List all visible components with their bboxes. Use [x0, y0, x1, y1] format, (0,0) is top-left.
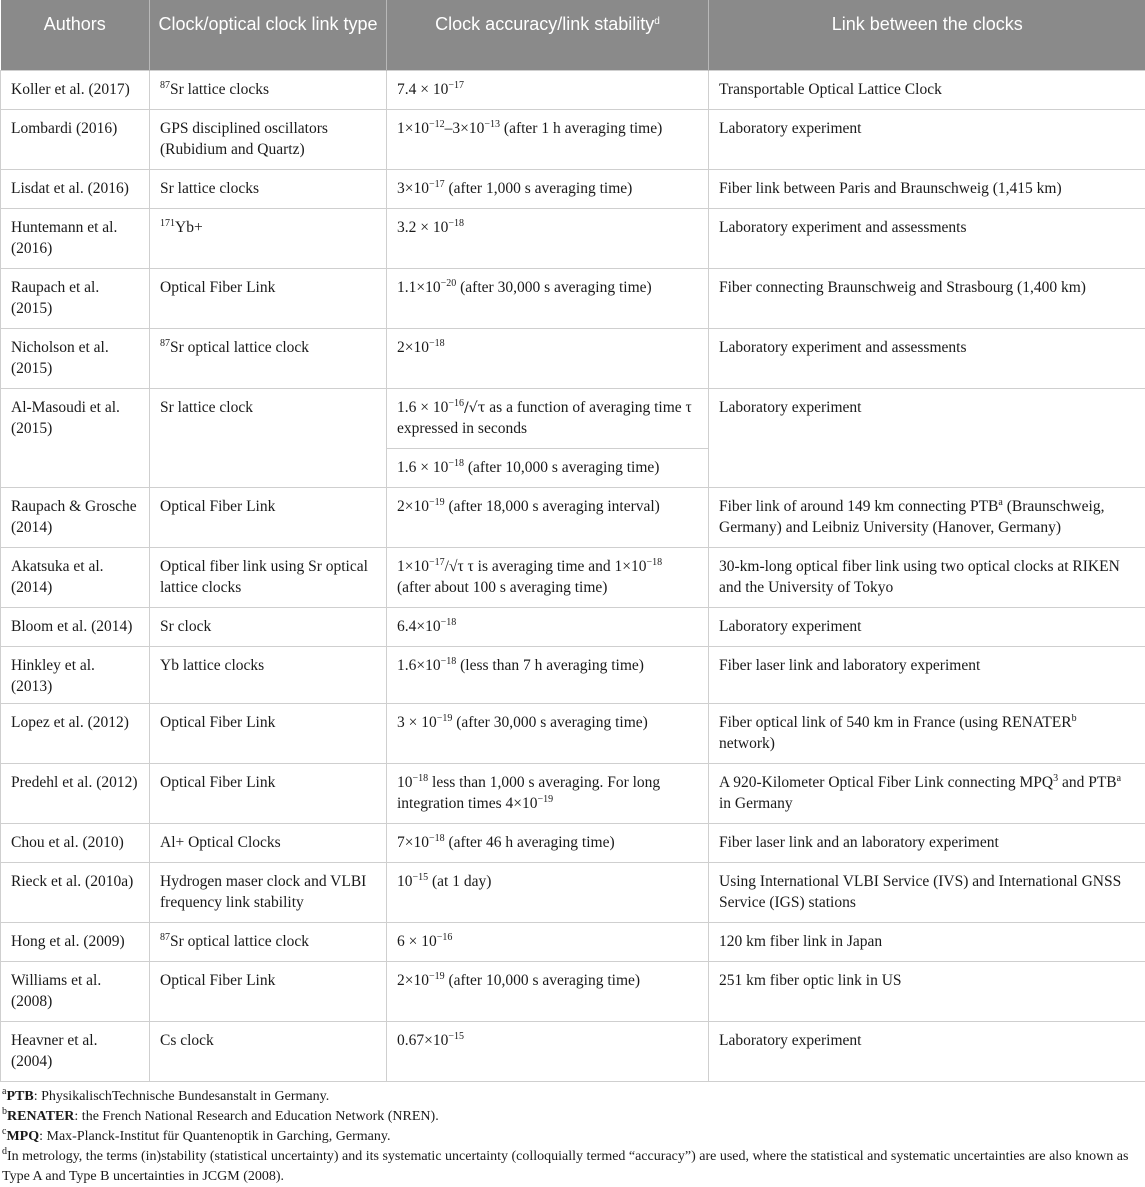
cell-authors: Lopez et al. (2012) — [1, 704, 150, 764]
cell-accuracy: $3 \times 10^{-19}$ (after 30,000 s averaging time) — [387, 704, 709, 764]
cell-clock-type: Yb lattice clocks — [150, 647, 387, 704]
table-row — [1, 209, 1145, 269]
cell-accuracy: $2\times 10^{-19}$ (after 10,000 s averaging time) — [387, 962, 709, 1022]
cell-accuracy: $2\times 10^{-19}$ (after 18,000 s averaging interval) — [387, 488, 709, 548]
cell-clock-type: $^{171}$Yb+ — [150, 209, 387, 269]
cell-authors: Bloom et al. (2014) — [1, 608, 150, 647]
table-header-row — [1, 0, 1145, 71]
cell-link: Laboratory experiment and assessments — [709, 209, 1145, 269]
cell-link: A 920-Kilometer Optical Fiber Link connecting MPQ$^3$ and PTB$^a$ in Germany — [709, 764, 1145, 824]
cell-clock-type: Cs clock — [150, 1022, 387, 1082]
cell-link: 30-km-long optical fiber link using two optical clocks at RIKEN and the University of Tokyo — [709, 548, 1145, 608]
cell-link: Transportable Optical Lattice Clock — [709, 71, 1145, 110]
cell-clock-type: Sr lattice clock — [150, 389, 387, 488]
cell-authors: Hong et al. (2009) — [1, 923, 150, 962]
table-row — [1, 548, 1145, 608]
cell-link: 120 km fiber link in Japan — [709, 923, 1145, 962]
cell-accuracy: $1.1\times 10^{-20}$ (after 30,000 s averaging time) — [387, 269, 709, 329]
table-row — [1, 608, 1145, 647]
cell-link: 251 km fiber optic link in US — [709, 962, 1145, 1022]
table-row — [1, 1022, 1145, 1082]
cell-accuracy: $1.6 \times 10^{-18}$ (after 10,000 s averaging time) — [387, 449, 709, 488]
cell-authors: Akatsuka et al. (2014) — [1, 548, 150, 608]
cell-authors: Rieck et al. (2010a) — [1, 863, 150, 923]
cell-link: Fiber link between Paris and Braunschweig (1,415 km) — [709, 170, 1145, 209]
header-accuracy: Clock accuracy/link stability$^d$ — [387, 0, 709, 71]
cell-authors: Chou et al. (2010) — [1, 824, 150, 863]
cell-clock-type: Optical Fiber Link — [150, 269, 387, 329]
cell-link: Using International VLBI Service (IVS) and International GNSS Service (IGS) stations — [709, 863, 1145, 923]
cell-accuracy: $1.6\times 10^{-18}$ (less than 7 h averaging time) — [387, 647, 709, 704]
cell-authors: Raupach et al. (2015) — [1, 269, 150, 329]
cell-link: Laboratory experiment — [709, 389, 1145, 488]
cell-clock-type: Optical fiber link using Sr optical lattice clocks — [150, 548, 387, 608]
cell-clock-type: Sr lattice clocks — [150, 170, 387, 209]
cell-link: Fiber laser link and laboratory experiment — [709, 647, 1145, 704]
cell-accuracy: $1\times 10^{-12}-3\times 10^{-13}$ (after 1 h averaging time) — [387, 110, 709, 170]
cell-accuracy: $1.6 \times 10^{-16}/√\tau$ as a function of averaging time τ expressed in seconds — [387, 389, 709, 449]
cell-clock-type: Sr clock — [150, 608, 387, 647]
table-row — [1, 269, 1145, 329]
cell-link: Fiber connecting Braunschweig and Strasbourg (1,400 km) — [709, 269, 1145, 329]
table-row — [1, 329, 1145, 389]
cell-authors: Lisdat et al. (2016) — [1, 170, 150, 209]
cell-accuracy: $10^{-15}$ (at 1 day) — [387, 863, 709, 923]
table-row — [1, 923, 1145, 962]
table-row — [1, 824, 1145, 863]
cell-clock-type: Al+ Optical Clocks — [150, 824, 387, 863]
table-row — [1, 704, 1145, 764]
cell-clock-type: GPS disciplined oscillators (Rubidium and Quartz) — [150, 110, 387, 170]
cell-authors: Lombardi (2016) — [1, 110, 150, 170]
cell-clock-type: $^{87}$Sr optical lattice clock — [150, 329, 387, 389]
table-row — [1, 110, 1145, 170]
table-row — [1, 170, 1145, 209]
cell-clock-type: Hydrogen maser clock and VLBI frequency link stability — [150, 863, 387, 923]
table-row — [1, 764, 1145, 824]
cell-authors: Raupach & Grosche (2014) — [1, 488, 150, 548]
table-row — [1, 71, 1145, 110]
cell-authors: Williams et al. (2008) — [1, 962, 150, 1022]
table-row — [1, 647, 1145, 704]
cell-clock-type: Optical Fiber Link — [150, 764, 387, 824]
cell-accuracy: $3.2 \times 10^{-18}$ — [387, 209, 709, 269]
cell-link: Laboratory experiment — [709, 110, 1145, 170]
cell-clock-type: Optical Fiber Link — [150, 704, 387, 764]
cell-accuracy: $3\times 10^{-17}$ (after 1,000 s averaging time) — [387, 170, 709, 209]
cell-clock-type: $^{87}$Sr optical lattice clock — [150, 923, 387, 962]
cell-link: Laboratory experiment and assessments — [709, 329, 1145, 389]
cell-accuracy: $2\times 10^{-18}$ — [387, 329, 709, 389]
cell-accuracy: $7\times 10^{-18}$ (after 46 h averaging time) — [387, 824, 709, 863]
cell-accuracy: $10^{-18}$ less than 1,000 s averaging. For long integration times $4\times 10^{-19}$ — [387, 764, 709, 824]
cell-clock-type: Optical Fiber Link — [150, 962, 387, 1022]
cell-link: Fiber laser link and an laboratory experiment — [709, 824, 1145, 863]
table-row — [1, 863, 1145, 923]
cell-link: Fiber link of around 149 km connecting PTB$^a$ (Braunschweig, Germany) and Leibniz University (Hanover, Germany) — [709, 488, 1145, 548]
header-clock-type: Clock/optical clock link type — [150, 0, 387, 71]
table-row — [1, 389, 1145, 449]
cell-authors: Heavner et al. (2004) — [1, 1022, 150, 1082]
cell-accuracy: $7.4 \times 10^{-17}$ — [387, 71, 709, 110]
cell-accuracy: $6.4\times 10^{-18}$ — [387, 608, 709, 647]
header-link: Link between the clocks — [709, 0, 1145, 71]
table-row — [1, 488, 1145, 548]
footnote-c: $^c$MPQ: Max-Planck-Institut für Quantenoptik in Garching, Germany. — [2, 1127, 1143, 1147]
cell-accuracy: $6 \times 10^{-16}$ — [387, 923, 709, 962]
table-row — [1, 962, 1145, 1022]
header-authors: Authors — [1, 0, 150, 71]
cell-clock-type: Optical Fiber Link — [150, 488, 387, 548]
cell-authors: Hinkley et al. (2013) — [1, 647, 150, 704]
cell-authors: Nicholson et al. (2015) — [1, 329, 150, 389]
cell-clock-type: $^{87}$Sr lattice clocks — [150, 71, 387, 110]
cell-accuracy: $0.67\times 10^{-15}$ — [387, 1022, 709, 1082]
cell-authors: Koller et al. (2017) — [1, 71, 150, 110]
footnote-b: $^b$RENATER: the French National Research and Education Network (NREN). — [2, 1107, 1143, 1127]
cell-accuracy: $1\times 10^{-17}/√\tau$ τ is averaging time and $1\times 10^{-18}$ (after about 100 s averaging time) — [387, 548, 709, 608]
cell-link: Fiber optical link of 540 km in France (using RENATER$^b$ network) — [709, 704, 1145, 764]
cell-link: Laboratory experiment — [709, 608, 1145, 647]
cell-link: Laboratory experiment — [709, 1022, 1145, 1082]
footnote-d: $^d$In metrology, the terms (in)stability (statistical uncertainty) and its systematic uncertainty (colloquially termed “accuracy”) are used, where the statistical and systematic uncertainties are also known as Type A and Type B uncertainties in JCGM (2008). — [2, 1147, 1143, 1187]
footnote-a: $^a$PTB: PhysikalischTechnische Bundesanstalt in Germany. — [2, 1087, 1143, 1107]
table-footnotes — [0, 1082, 1145, 1187]
cell-authors: Predehl et al. (2012) — [1, 764, 150, 824]
cell-authors: Al-Masoudi et al. (2015) — [1, 389, 150, 488]
cell-authors: Huntemann et al. (2016) — [1, 209, 150, 269]
